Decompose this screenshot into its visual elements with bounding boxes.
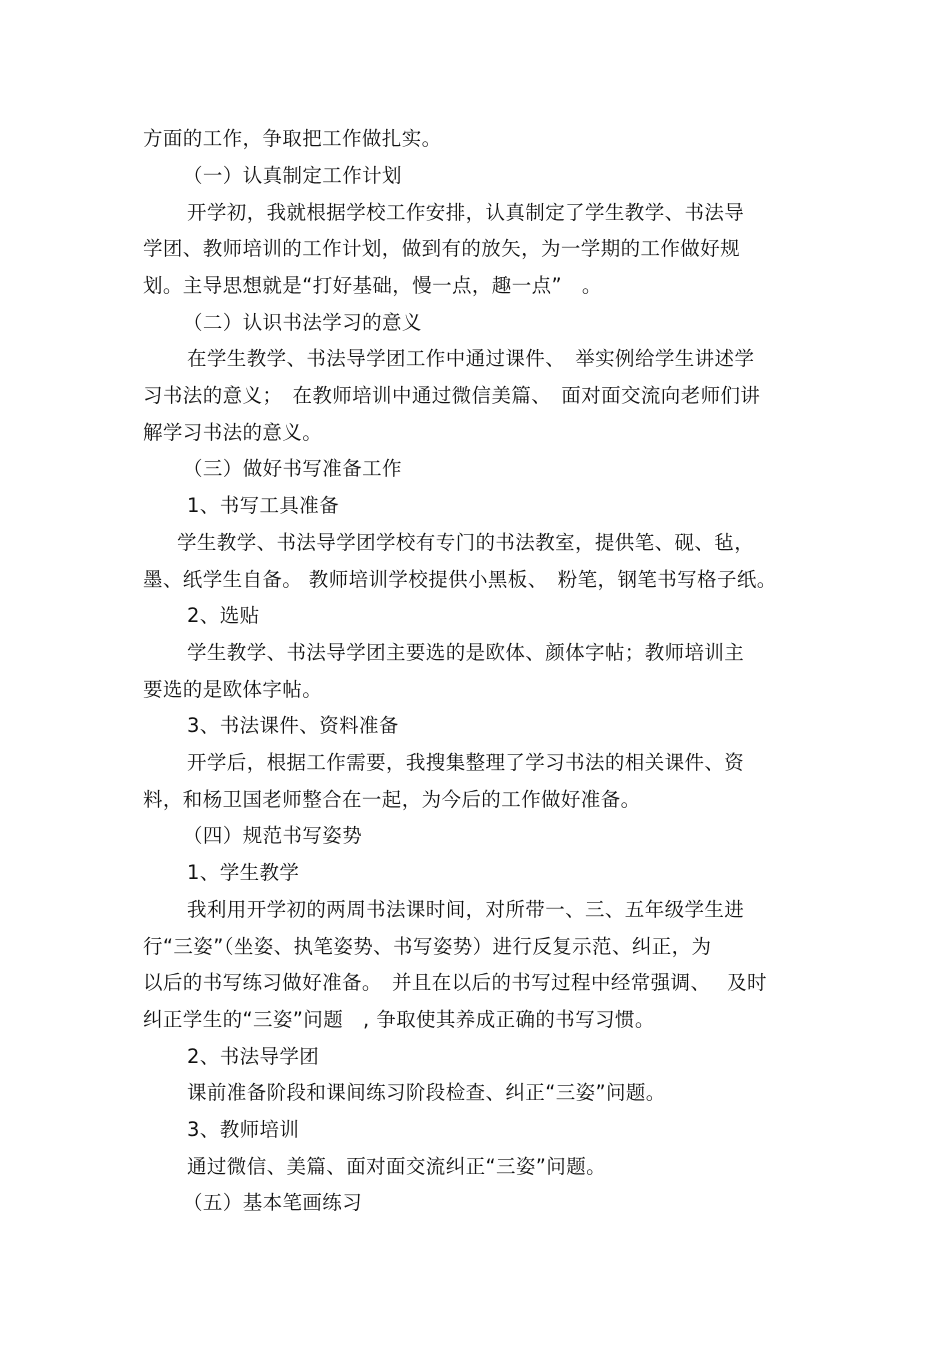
subsection-heading: 3、书法课件、资料准备 xyxy=(187,714,399,737)
paragraph-line: 方面的工作，争取把工作做扎实。 xyxy=(143,127,442,150)
paragraph-line: 通过微信、美篇、面对面交流纠正“三姿”问题。 xyxy=(187,1155,607,1178)
paragraph-line: 划。主导思想就是“打好基础，慢一点，趣一点” 。 xyxy=(143,274,602,297)
paragraph-line: 料，和杨卫国老师整合在一起，为今后的工作做好准备。 xyxy=(143,788,641,811)
paragraph-line: 开学初，我就根据学校工作安排，认真制定了学生教学、书法导 xyxy=(187,201,745,224)
subsection-heading: 3、教师培训 xyxy=(187,1118,300,1141)
section-heading: （四）规范书写姿势 xyxy=(183,824,363,847)
paragraph-line: 我利用开学初的两周书法课时间，对所带一、三、五年级学生进 xyxy=(187,898,745,921)
section-heading: （三）做好书写准备工作 xyxy=(183,457,402,480)
paragraph-line: 行“三姿”（坐姿、执笔姿势、书写姿势）进行反复示范、纠正，为 xyxy=(143,935,712,958)
subsection-heading: 1、学生教学 xyxy=(187,861,300,884)
paragraph-line: 要选的是欧体字帖。 xyxy=(143,678,323,701)
paragraph-line: 墨、纸学生自备。 教师培训学校提供小黑板、 粉笔，钢笔书写格子纸。 xyxy=(143,568,777,591)
paragraph-line: 解学习书法的意义。 xyxy=(143,421,323,444)
section-heading: （二）认识书法学习的意义 xyxy=(183,311,422,334)
subsection-heading: 2、选贴 xyxy=(187,604,260,627)
paragraph-line: 在学生教学、书法导学团工作中通过课件、 举实例给学生讲述学 xyxy=(187,347,755,370)
paragraph-line: 课前准备阶段和课间练习阶段检查、纠正“三姿”问题。 xyxy=(187,1081,666,1104)
subsection-heading: 2、书法导学团 xyxy=(187,1045,320,1068)
paragraph-line: 开学后，根据工作需要，我搜集整理了学习书法的相关课件、资 xyxy=(187,751,745,774)
paragraph-line: 习书法的意义； 在教师培训中通过微信美篇、 面对面交流向老师们讲 xyxy=(143,384,761,407)
subsection-heading: 1、书写工具准备 xyxy=(187,494,340,517)
paragraph-line: 以后的书写练习做好准备。 并且在以后的书写过程中经常强调、 及时 xyxy=(143,971,767,994)
section-heading: （五）基本笔画练习 xyxy=(183,1191,363,1214)
section-heading: （一）认真制定工作计划 xyxy=(183,164,402,187)
paragraph-line: 纠正学生的“三姿”问题 , 争取使其养成正确的书写习惯。 xyxy=(143,1008,655,1031)
paragraph-line: 学生教学、书法导学团主要选的是欧体、颜体字帖；教师培训主 xyxy=(187,641,745,664)
paragraph-line: 学生教学、书法导学团学校有专门的书法教室，提供笔、砚、毡， xyxy=(177,531,755,554)
paragraph-line: 学团、教师培训的工作计划，做到有的放矢，为一学期的工作做好规 xyxy=(143,237,741,260)
